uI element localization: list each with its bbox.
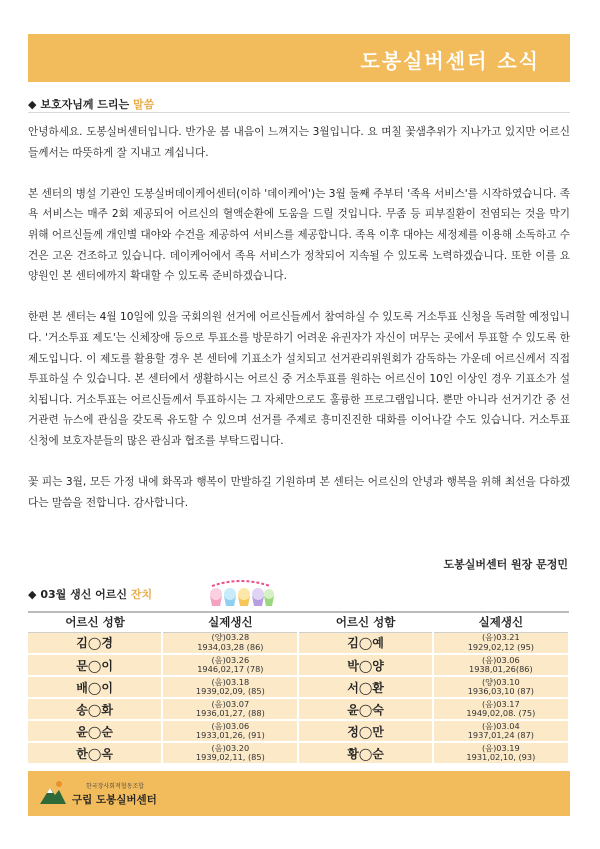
birthday-lunar-date: (음)03.07 (211, 698, 250, 709)
table-header-row (28, 612, 569, 632)
birthday-date (433, 632, 569, 654)
birthday-lunar-date: (음)03.19 (481, 742, 520, 753)
birth-year-age: 1939,02,09, (85) (195, 686, 265, 696)
greeting-heading-text: 보호자님께 드리는 (40, 98, 130, 111)
resident-name: 윤◯순 (28, 720, 162, 742)
birthday-lunar-date: (음)03.21 (481, 632, 520, 643)
birthday-date (162, 632, 298, 654)
letter-paragraph-3: 한편 본 센터는 4월 10일에 있을 국회의원 선거에 어르신들께서 참여하실 수 있도록 거소투표 신청을 독려할 예정입니다. '거소투표 제도'는 신체장애 등으로 투표소를 방문하기 어려운 유권자가 자신이 머무는 곳에서 투표할 수 있도록 한 제도입니다. 이 제도를 활용할 경우 본 센터에 기표소가 설치되고 선거관리위원회가 감독하는 가운데 어르신께서 직접 투표하실 수 있습니다. 본 센터에서 생활하시는 어르신 중 거소투표를 원하는 어르신이 10인 이상인 경우 기표소가 설치됩니다. 거소투표는 어르신들께서 투표하시는 그 자체만으로도 훌륭한 프로그램입니다. 뿐만 아니라 선거기간 중 선거관련 뉴스에 관심을 갖도록 유도할 수 있으며 선거를 주제로 흥미진진한 대화를 이어나갈 수도 있습니다. 거소투표 신청에 보호자분들의 많은 관심과 협조를 부탁드립니다. (28, 311, 570, 447)
diamond-bullet-icon: ◆ (28, 98, 37, 111)
birthday-cupcakes-icon (206, 580, 276, 608)
birthday-lunar-date: (음)03.26 (211, 654, 250, 665)
birth-year-age: 1949,02,08. (75) (466, 708, 536, 718)
birth-year-age: 1929,02,12 (95) (467, 641, 534, 652)
birthday-date (433, 720, 569, 742)
resident-name: 정◯만 (298, 720, 432, 742)
greeting-heading-accent: 말씀 (133, 98, 155, 111)
birth-year-age: 1931,02,10, (93) (466, 752, 536, 762)
letter-paragraph-4: 꽃 피는 3월, 모든 가정 내에 화목과 행복이 만발하길 기원하며 본 센터는 어르신의 안녕과 행복을 위해 최선을 다하겠다는 말씀을 전합니다. 감사합니다. (28, 476, 570, 509)
birthday-date (433, 698, 569, 720)
newsletter-title: 도봉실버센터 소식 (360, 49, 540, 73)
birthday-date (433, 676, 569, 698)
diamond-bullet-icon: ◆ (28, 588, 37, 601)
birth-year-age: 1938,01,26(86) (469, 664, 533, 674)
resident-name: 김◯예 (298, 632, 432, 654)
letter-paragraph-2: 본 센터의 병설 기관인 도봉실버데이케어센터(이하 '데이케어')는 3월 둘째 주부터 '족욕 서비스'를 시작하였습니다. 족욕 서비스는 매주 2회 제공되어 어르신의 혈액순환에 도움을 드릴 것입니다. 무좀 등 피부질환이 전염되는 것을 막기 위해 어르신들께 개인별 대야와 수건을 제공하여 서비스를 제공합니다. 족욕 이후 대야는 세정제를 이용해 소독하고 수건은 고온 건조하고 있습니다. 데이케어에서 족욕 서비스가 정착되어 지속될 수 있도록 노력하겠습니다. 또한 이를 요양원인 본 센터에까지 확대할 수 있도록 준비하겠습니다. (28, 187, 570, 283)
birthday-lunar-date: (음)03.06 (211, 720, 250, 731)
birthday-date (162, 698, 298, 720)
center-name: 구립 도봉실버센터 (72, 794, 157, 806)
birthday-date (162, 654, 298, 676)
birth-year-age: 1937,01,24 (87) (467, 730, 534, 740)
birthday-date (162, 676, 298, 698)
resident-name: 윤◯숙 (298, 698, 432, 720)
birthday-lunar-date: (양)03.10 (481, 676, 520, 687)
birthday-lunar-date: (음)03.20 (211, 742, 250, 753)
birth-year-age: 1934,03,28 (86) (197, 641, 264, 652)
resident-name: 문◯이 (28, 654, 162, 676)
table-row (28, 676, 569, 698)
birth-year-age: 1939,02,11, (85) (195, 752, 265, 762)
director-signature: 도봉실버센터 원장 문정민 (443, 558, 568, 571)
resident-name: 한◯옥 (28, 742, 162, 764)
table-row (28, 720, 569, 742)
cooperative-name: 한국장사회적협동조합 (86, 783, 144, 790)
table-row (28, 742, 569, 764)
table-row (28, 698, 569, 720)
birthday-date (162, 742, 298, 764)
birthday-section-heading (28, 586, 152, 602)
resident-name: 배◯이 (28, 676, 162, 698)
column-header: 어르신 성함 (28, 612, 162, 632)
resident-name: 박◯양 (298, 654, 432, 676)
birthday-lunar-date: (음)03.17 (481, 698, 520, 709)
birth-year-age: 1933,01,26, (91) (195, 730, 265, 740)
table-row (28, 654, 569, 676)
birth-year-age: 1946,02,17 (78) (197, 664, 264, 674)
letter-paragraph-1: 안녕하세요. 도봉실버센터입니다. 반가운 봄 내음이 느껴지는 3월입니다. 요 며칠 꽃샘추위가 지나가고 있지만 어르신들께서는 따뜻하게 잘 지내고 계십니다. (28, 126, 570, 159)
birth-year-age: 1936,03,10 (87) (467, 686, 534, 696)
resident-name: 송◯화 (28, 698, 162, 720)
birthday-lunar-date: (음)03.18 (211, 676, 250, 687)
resident-name: 황◯순 (298, 742, 432, 764)
column-header: 실제생신 (433, 612, 569, 632)
column-header: 어르신 성함 (298, 612, 432, 632)
footer-banner (28, 771, 570, 816)
birthday-date (162, 720, 298, 742)
column-header: 실제생신 (162, 612, 298, 632)
resident-name: 김◯경 (28, 632, 162, 654)
birthday-lunar-date: (음)03.06 (481, 654, 520, 665)
mountain-logo-icon (38, 778, 68, 808)
birthday-lunar-date: (음)03.04 (481, 720, 520, 731)
section-divider (28, 112, 570, 113)
birthday-date (433, 654, 569, 676)
birth-year-age: 1936,01,27, (88) (195, 708, 265, 718)
birthday-heading-accent: 잔치 (130, 588, 153, 601)
greeting-section-heading (28, 96, 154, 112)
greeting-letter (28, 122, 570, 534)
birthday-table (28, 611, 570, 765)
resident-name: 서◯환 (298, 676, 432, 698)
birthday-date (433, 742, 569, 764)
table-row (28, 632, 569, 654)
birthday-heading-text: 03월 생신 어르신 (40, 588, 128, 601)
birthday-lunar-date: (양)03.28 (211, 632, 250, 643)
header-banner (28, 34, 570, 82)
